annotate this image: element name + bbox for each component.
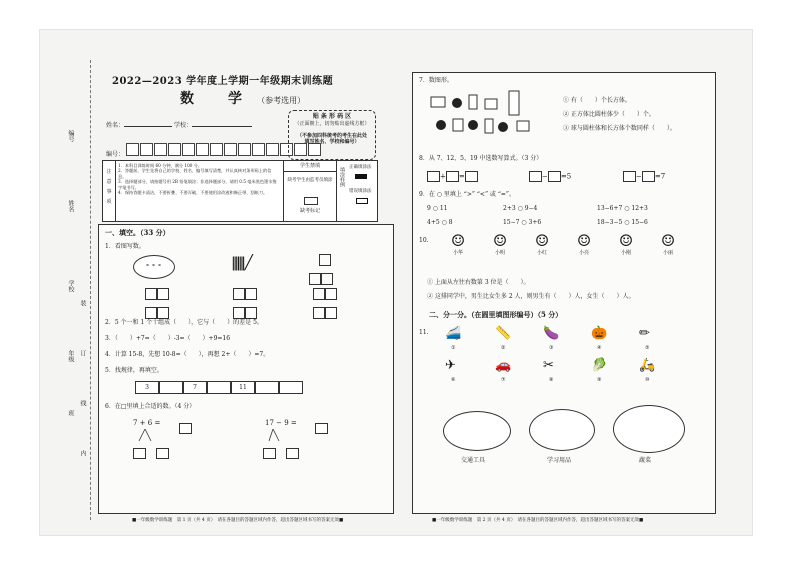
eq2-split-boxes[interactable] bbox=[263, 443, 299, 462]
sidebar-text-9: 内 bbox=[79, 450, 86, 456]
eq2-answer-box[interactable] bbox=[315, 418, 328, 437]
sidebar-text-7: 订 bbox=[79, 350, 86, 356]
section-two-title: 二、分一分。（在圆里填图形编号）（5 分） bbox=[429, 310, 563, 319]
q11-number: 11. bbox=[419, 329, 429, 336]
eq2-text: 17 − 9 = bbox=[265, 419, 297, 427]
q10b-text: ② 这排同学中，男生比女生多 2 人，则男生有（ ）人，女生（ ）人。 bbox=[427, 293, 635, 300]
eggplant-icon: 🍆 bbox=[543, 326, 560, 341]
sequence-row[interactable]: 3 7 11 bbox=[135, 381, 303, 394]
q10-number: 10. bbox=[419, 237, 429, 244]
shapes-picture bbox=[429, 89, 539, 141]
q6-text: 6．在□里填上合适的数。（4 分） bbox=[105, 403, 196, 410]
kid-4: ☺ 小亮 bbox=[576, 231, 592, 256]
fill-sample-label: 填涂样例 bbox=[339, 167, 345, 187]
items-grid: 🚄 📏 🍆 🎃 ✏ ① ② ③ ④ ⑤ ✈ 🚗 ✂ 🥬 🛵 ⑥ ⑦ ⑧ ⑨ ⑩ bbox=[445, 326, 656, 383]
kid-6: ☺ 小丽 bbox=[660, 231, 676, 256]
barcode-title: 贴 条 形 码 区 bbox=[312, 113, 352, 120]
q10a-text: ① 上面从左往右数第 3 位是（ ）。 bbox=[427, 279, 530, 286]
q7-text: 7．数图形。 bbox=[419, 77, 453, 84]
cmp-2[interactable]: 2+3 ○ 9−4 bbox=[503, 205, 538, 212]
cmp-5[interactable]: 15−7 ○ 3+6 bbox=[503, 219, 542, 226]
exam-sheet bbox=[40, 30, 752, 535]
right-page-box bbox=[412, 72, 716, 514]
airplane-icon: ✈ bbox=[445, 358, 456, 373]
motorbike-icon: 🛵 bbox=[639, 358, 656, 373]
q3-text: 3．（ ）+7=（ ）-3=（ ）+9=16 bbox=[105, 335, 231, 342]
section-one-box bbox=[98, 224, 394, 514]
q9-text: 9．在 ○ 里填上 “>” “<” 或 “=”。 bbox=[419, 191, 515, 198]
kids-row bbox=[443, 231, 703, 271]
q7a-text: ① 有（ ）个长方体。 bbox=[563, 97, 631, 104]
q5-text: 5．找规律，再填空。 bbox=[105, 367, 163, 374]
notice-items: 1．本科目训练时间 60 分钟，满分 100 分。 2．答题前，学生先将自己的学校、姓名、编号填写清楚，并认真核对条形码上的信息。 3．选择题部分，请按题号用 2B 铅笔填涂；非选择题部分，请用 0.5 毫米黑色墨水签字笔书写。 4．保持答题卡清洁，不要折叠、不要弄破、不要使用涂改液和修正带、刮纸刀。 bbox=[118, 163, 277, 196]
kid-1: ☺ 小华 bbox=[450, 231, 466, 256]
number-label: 编号： bbox=[106, 151, 125, 158]
q8-eq2[interactable]: − =5 bbox=[529, 171, 571, 182]
sticks-picture: ||||||| ╱ bbox=[231, 255, 250, 271]
cmp-4[interactable]: 4+5 ○ 8 bbox=[427, 219, 453, 226]
scissors-icon: ✂ bbox=[543, 358, 554, 373]
eq1-answer-box[interactable] bbox=[179, 418, 192, 437]
absent-mark-box[interactable] bbox=[304, 197, 318, 205]
student-box: 学生禁填 缺考学生由监考员填涂 缺考标记 bbox=[283, 161, 337, 221]
vegetable-oval[interactable] bbox=[613, 405, 685, 453]
eq1-split-boxes[interactable] bbox=[133, 443, 169, 462]
sidebar-text-5: 班 bbox=[67, 410, 74, 416]
car-icon: 🚗 bbox=[495, 358, 512, 373]
barcode-area bbox=[288, 110, 376, 160]
barcode-note-1: （不参加四科统考的考生在此处 bbox=[296, 133, 367, 139]
sidebar-text-2: 姓名 bbox=[67, 200, 74, 212]
correct-fill-mark bbox=[355, 174, 367, 179]
cmp-6[interactable]: 18−3−5 ○ 15−6 bbox=[597, 219, 648, 226]
transport-oval[interactable] bbox=[443, 411, 511, 451]
subject-subtitle: （参考选用） bbox=[257, 96, 306, 105]
wrong-fill-mark bbox=[356, 198, 368, 204]
section-one-title: 一、填空。（33 分） bbox=[105, 228, 170, 237]
exam-title: 2022—2023 学年度上学期一年级期末训练题 bbox=[112, 76, 334, 87]
cmp-1[interactable]: 9 ○ 11 bbox=[427, 205, 448, 212]
q8-eq3[interactable]: − =7 bbox=[623, 171, 665, 182]
kid-3: ☺ 小红 bbox=[534, 231, 550, 256]
place-box-2[interactable] bbox=[233, 283, 257, 321]
cmp-3[interactable]: 13−6+7 ○ 12+3 bbox=[597, 205, 648, 212]
q1-text: 1．看图写数。 bbox=[105, 243, 145, 250]
q8-eq1[interactable]: + = bbox=[427, 171, 478, 182]
q7c-text: ③ 球与圆柱体和长方体个数同样（ ）。 bbox=[563, 125, 676, 132]
name-blank[interactable] bbox=[124, 126, 172, 127]
notice-box bbox=[102, 160, 378, 222]
sidebar-text-6: 装 bbox=[79, 300, 86, 306]
abacus-picture: ⚬⚬⚬ bbox=[133, 255, 175, 279]
kid-2: ☺ 小明 bbox=[492, 231, 508, 256]
school-blank[interactable] bbox=[192, 126, 252, 127]
pencil-icon: ✏ bbox=[639, 326, 650, 341]
notice-label: 注 意 事 项 bbox=[103, 161, 116, 221]
fill-sample: 正确填涂法 错误填涂法 bbox=[349, 165, 375, 204]
train-icon: 🚄 bbox=[445, 326, 462, 341]
q2-text: 2．5 个一和 1 个十组成（ ），它与（ ）的差是 5。 bbox=[105, 319, 263, 326]
place-box-1[interactable] bbox=[145, 283, 169, 321]
sidebar-text-8: 线 bbox=[79, 400, 86, 406]
q7b-text: ② 正方体比圆柱体少（ ）个。 bbox=[563, 111, 655, 118]
vegetable-label: 蔬菜 bbox=[639, 457, 652, 464]
transport-label: 交通工具 bbox=[461, 457, 486, 464]
school-label: 学校： bbox=[173, 122, 192, 129]
name-field bbox=[106, 122, 252, 130]
q4-text: 4．计算 15-8，先想 10-8=（ ），再想 2+（ ）=7。 bbox=[105, 351, 270, 358]
ruler-icon: 📏 bbox=[495, 326, 512, 341]
name-label: 姓名： bbox=[106, 122, 125, 129]
sidebar-text-3: 学校 bbox=[67, 280, 74, 292]
binding-sidebar bbox=[60, 90, 88, 510]
right-footer: ■一年级数学训练题 第 2 页（共 4 页） 请在各题目的答题区域内作答，超出答题区域书写的答案无效■ bbox=[432, 518, 644, 523]
kid-5: ☺ 小刚 bbox=[618, 231, 634, 256]
stationery-label: 学习用品 bbox=[547, 457, 572, 464]
cabbage-icon: 🥬 bbox=[591, 358, 608, 373]
sidebar-text-1: 编号 bbox=[67, 130, 74, 142]
sidebar-text-4: 年级 bbox=[67, 350, 74, 362]
q8-text: 8．从 7、12、5、19 中选数写算式。（3 分） bbox=[419, 155, 543, 162]
binding-line bbox=[90, 60, 91, 520]
pumpkin-icon: 🎃 bbox=[591, 326, 608, 341]
left-footer: ■一年级数学训练题 第 1 页（共 4 页） 请在各题目的答题区域内作答，超出答题区域书写的答案无效■ bbox=[132, 518, 344, 523]
barcode-sub: （正面朝上，切勿贴出虚线方框） bbox=[294, 121, 370, 127]
subject-title: 数 学 bbox=[180, 91, 252, 107]
stationery-oval[interactable] bbox=[529, 409, 595, 451]
eq1-text: 7 + 6 = bbox=[133, 419, 161, 427]
place-box-3[interactable] bbox=[313, 283, 337, 321]
subject-line bbox=[180, 88, 305, 108]
barcode-note-2: 填写姓名、学校和编号） bbox=[304, 139, 360, 145]
